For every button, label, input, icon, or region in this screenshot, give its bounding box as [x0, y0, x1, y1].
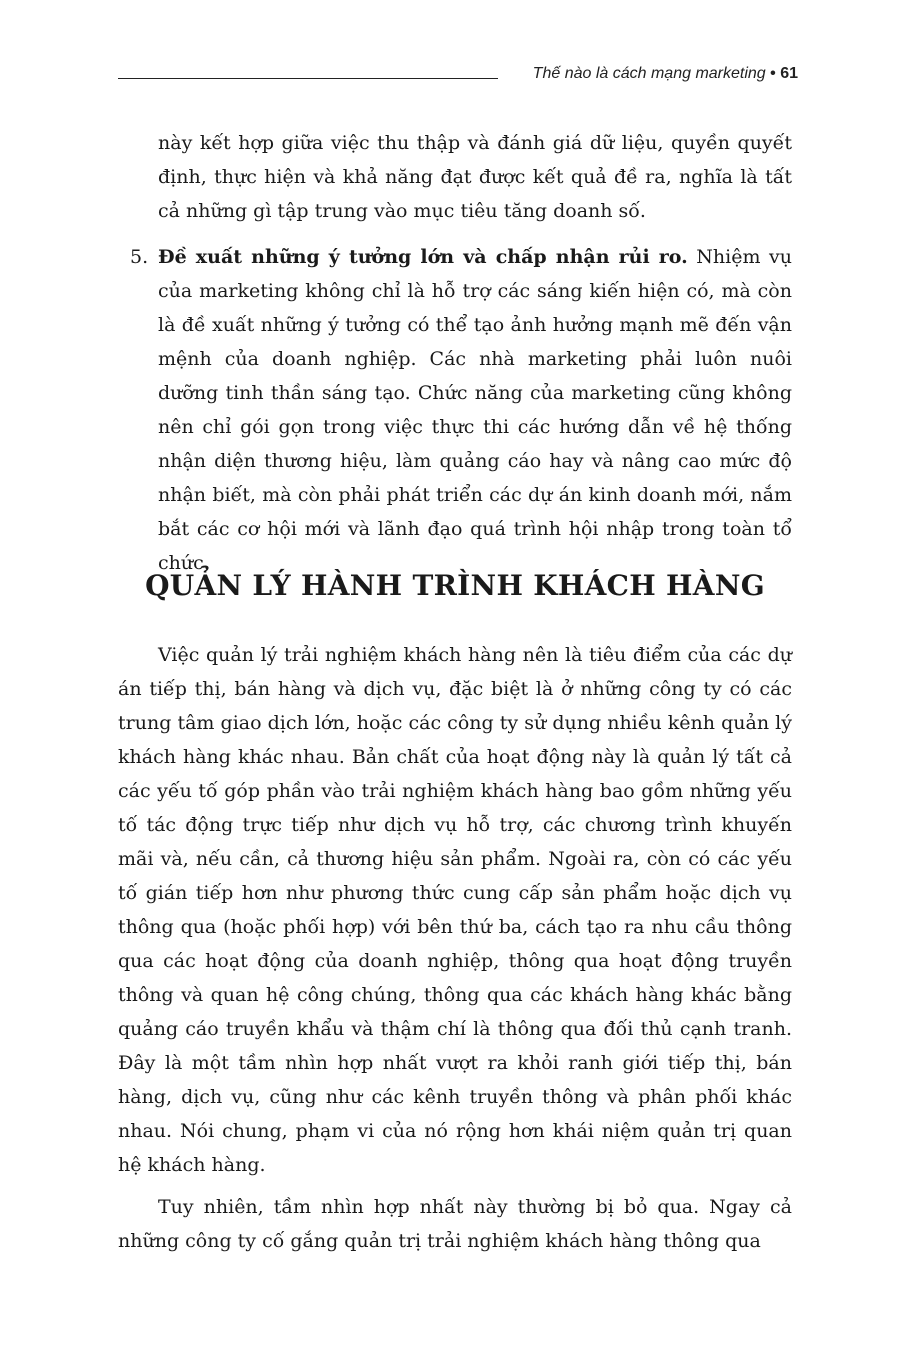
- continuation-paragraph: này kết hợp giữa việc thu thập và đánh giá dữ liệu, quyền quyết định, thực hiện và khả năng đạt được kết quả đề ra, nghĩa là tất cả những gì tập trung vào mục tiêu tăng doanh số.: [158, 132, 792, 222]
- running-head: [118, 64, 798, 86]
- header-rule: [118, 78, 498, 79]
- chapter-title: Thế nào là cách mạng marketing: [532, 65, 766, 82]
- list-item-bold-lead: Đề xuất những ý tưởng lớn và chấp nhận rủi ro.: [158, 246, 688, 268]
- list-item-text: Nhiệm vụ của marketing không chỉ là hỗ trợ các sáng kiến hiện có, mà còn là đề xuất những ý tưởng có thể tạo ảnh hưởng mạnh mẽ đến vận mệnh của doanh nghiệp. Các nhà marketing phải luôn nuôi dưỡng tinh thần sáng tạo. Chức năng của marketing cũng không nên chỉ gói gọn trong việc thực thi các hướng dẫn về hệ thống nhận diện thương hiệu, làm quảng cáo hay và nâng cao mức độ nhận biết, mà còn phải phát triển các dự án kinh doanh mới, nắm bắt các cơ hội mới và lãnh đạo quá trình hội nhập trong toàn tổ chức.: [158, 246, 793, 574]
- list-item-number: 5.: [130, 246, 149, 268]
- running-head-text: [533, 64, 798, 84]
- body-paragraph: Tuy nhiên, tầm nhìn hợp nhất này thường bị bỏ qua. Ngay cả những công ty cố gắng quản trị trải nghiệm khách hàng thông qua: [118, 1196, 792, 1252]
- list-item-body: [158, 240, 792, 580]
- header-separator: •: [770, 65, 776, 82]
- list-item: [130, 240, 792, 580]
- section-heading: QUẢN LÝ HÀNH TRÌNH KHÁCH HÀNG: [145, 569, 765, 602]
- body-paragraph: Việc quản lý trải nghiệm khách hàng nên là tiêu điểm của các dự án tiếp thị, bán hàng và dịch vụ, đặc biệt là ở những công ty có các trung tâm giao dịch lớn, hoặc các công ty sử dụng nhiều kênh quản lý khách hàng khác nhau. Bản chất của hoạt động này là quản lý tất cả các yếu tố góp phần vào trải nghiệm khách hàng bao gồm những yếu tố tác động trực tiếp như dịch vụ hỗ trợ, các chương trình khuyến mãi và, nếu cần, cả thương hiệu sản phẩm. Ngoài ra, còn có các yếu tố gián tiếp hơn như phương thức cung cấp sản phẩm hoặc dịch vụ thông qua (hoặc phối hợp) với bên thứ ba, cách tạo ra nhu cầu thông qua các hoạt động của doanh nghiệp, thông qua hoạt động truyền thông và quan hệ công chúng, thông qua các khách hàng khác bằng quảng cáo truyền khẩu và thậm chí là thông qua đối thủ cạnh tranh. Đây là một tầm nhìn hợp nhất vượt ra khỏi ranh giới tiếp thị, bán hàng, dịch vụ, cũng như các kênh truyền thông và phân phối khác nhau. Nói chung, phạm vi của nó rộng hơn khái niệm quản trị quan hệ khách hàng.: [118, 644, 792, 1176]
- page-number: 61: [780, 65, 798, 82]
